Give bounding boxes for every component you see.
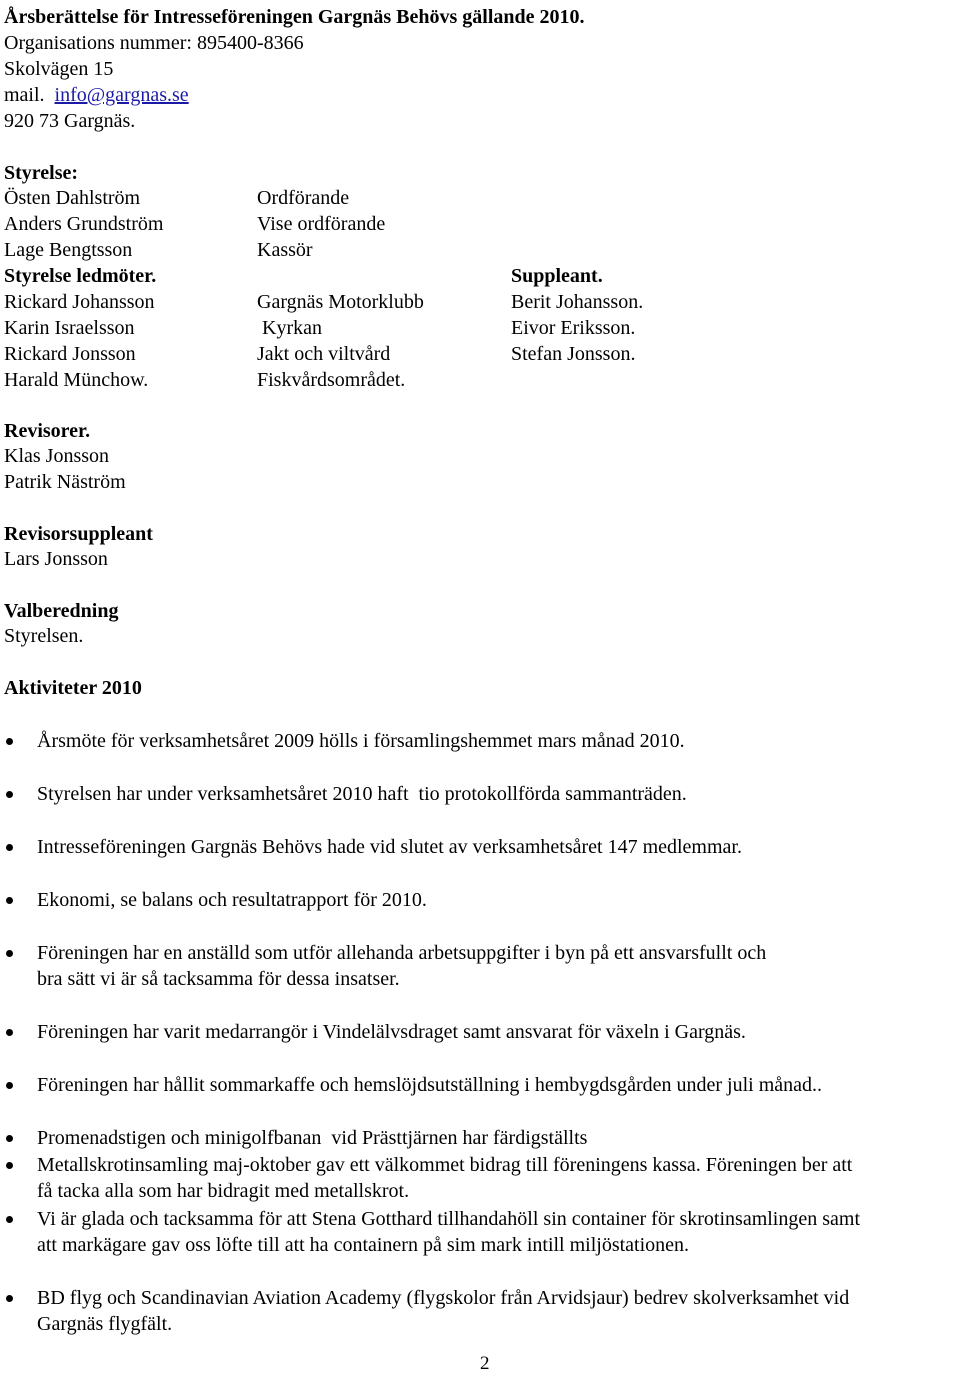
board-member-name: Östen Dahlström (4, 187, 141, 209)
board-member-name: Anders Grundström (4, 213, 164, 235)
nomination-heading: Valberedning (4, 600, 119, 622)
member-deputy: Berit Johansson. (511, 291, 644, 313)
board-member-role: Ordförande (257, 187, 350, 209)
auditors-heading: Revisorer. (4, 420, 91, 442)
deputies-heading: Suppleant. (511, 265, 603, 287)
bullet-icon (6, 738, 13, 745)
auditor-name: Klas Jonsson (4, 445, 110, 467)
org-number-line (4, 30, 304, 56)
mail-label: mail. (4, 84, 45, 106)
board-member-role: Vise ordförande (257, 213, 386, 235)
board-heading: Styrelse: (4, 162, 79, 184)
bullet-icon (6, 844, 13, 851)
board-member-role: Kassör (257, 239, 313, 261)
member-name: Rickard Johansson (4, 291, 155, 313)
auditor-deputy-name: Lars Jonsson (4, 548, 108, 570)
org-number-value: 895400-8366 (196, 32, 304, 54)
activity-text: att markägare gav oss löfte till att ha containern på sim mark intill miljöstationen. (37, 1234, 690, 1256)
activity-text: Vi är glada och tacksamma för att Stena Gotthard tillhandahöll sin container för skrotinsamlingen samt (37, 1208, 861, 1230)
member-organisation: Jakt och viltvård (257, 343, 391, 365)
street-address: Skolvägen 15 (4, 58, 114, 80)
activities-heading: Aktiviteter 2010 (4, 677, 142, 699)
member-name: Karin Israelsson (4, 317, 135, 339)
activity-text: Föreningen har en anställd som utför allehanda arbetsuppgifter i byn på ett ansvarsfullt och (37, 942, 767, 964)
document-title: Årsberättelse för Intresseföreningen Gargnäs Behövs gällande 2010. (4, 6, 585, 28)
board-members-heading: Styrelse ledmöter. (4, 265, 157, 287)
mail-line (4, 82, 189, 108)
bullet-icon (6, 1216, 13, 1223)
auditor-name: Patrik Näström (4, 471, 126, 493)
activity-text: Gargnäs flygfält. (37, 1313, 173, 1335)
activity-text: Promenadstigen och minigolfbanan vid Prästtjärnen har färdigställts (37, 1127, 588, 1149)
bullet-icon (6, 1162, 13, 1169)
bullet-icon (6, 1295, 13, 1302)
activity-text: Ekonomi, se balans och resultatrapport för 2010. (37, 889, 427, 911)
member-deputy: Eivor Eriksson. (511, 317, 636, 339)
activity-text: Styrelsen har under verksamhetsåret 2010 haft tio protokollförda sammanträden. (37, 783, 687, 805)
member-deputy: Stefan Jonsson. (511, 343, 636, 365)
member-organisation: Kyrkan (257, 317, 322, 339)
bullet-icon (6, 1029, 13, 1036)
activity-text: Intresseföreningen Gargnäs Behövs hade vid slutet av verksamhetsåret 147 medlemmar. (37, 836, 742, 858)
postal-address: 920 73 Gargnäs. (4, 110, 136, 132)
member-organisation: Gargnäs Motorklubb (257, 291, 424, 313)
nomination-value: Styrelsen. (4, 625, 84, 647)
bullet-icon (6, 791, 13, 798)
mail-link[interactable]: info@gargnas.se (54, 84, 189, 106)
member-name: Harald Münchow. (4, 369, 149, 391)
bullet-icon (6, 1082, 13, 1089)
board-member-name: Lage Bengtsson (4, 239, 133, 261)
activity-text: få tacka alla som har bidragit med metallskrot. (37, 1180, 410, 1202)
bullet-icon (6, 950, 13, 957)
activity-text: Föreningen har varit medarrangör i Vindelälvsdraget samt ansvarat för växeln i Gargnäs. (37, 1021, 746, 1043)
page-number: 2 (480, 1353, 490, 1374)
activity-text: BD flyg och Scandinavian Aviation Academy (flygskolor från Arvidsjaur) bedrev skolverksamhet vid (37, 1287, 850, 1309)
member-organisation: Fiskvårdsområdet. (257, 369, 406, 391)
member-name: Rickard Jonsson (4, 343, 136, 365)
activity-text: bra sätt vi är så tacksamma för dessa insatser. (37, 968, 400, 990)
activity-text: Föreningen har hållit sommarkaffe och hemslöjdsutställning i hembygdsgården under juli månad.. (37, 1074, 823, 1096)
bullet-icon (6, 897, 13, 904)
auditor-deputy-heading: Revisorsuppleant (4, 523, 153, 545)
activity-text: Metallskrotinsamling maj-oktober gav ett välkommet bidrag till föreningens kassa. Föreningen ber att (37, 1154, 853, 1176)
activity-text: Årsmöte för verksamhetsåret 2009 hölls i församlingshemmet mars månad 2010. (37, 730, 685, 752)
org-number-label: Organisations nummer: (4, 32, 192, 54)
bullet-icon (6, 1135, 13, 1142)
